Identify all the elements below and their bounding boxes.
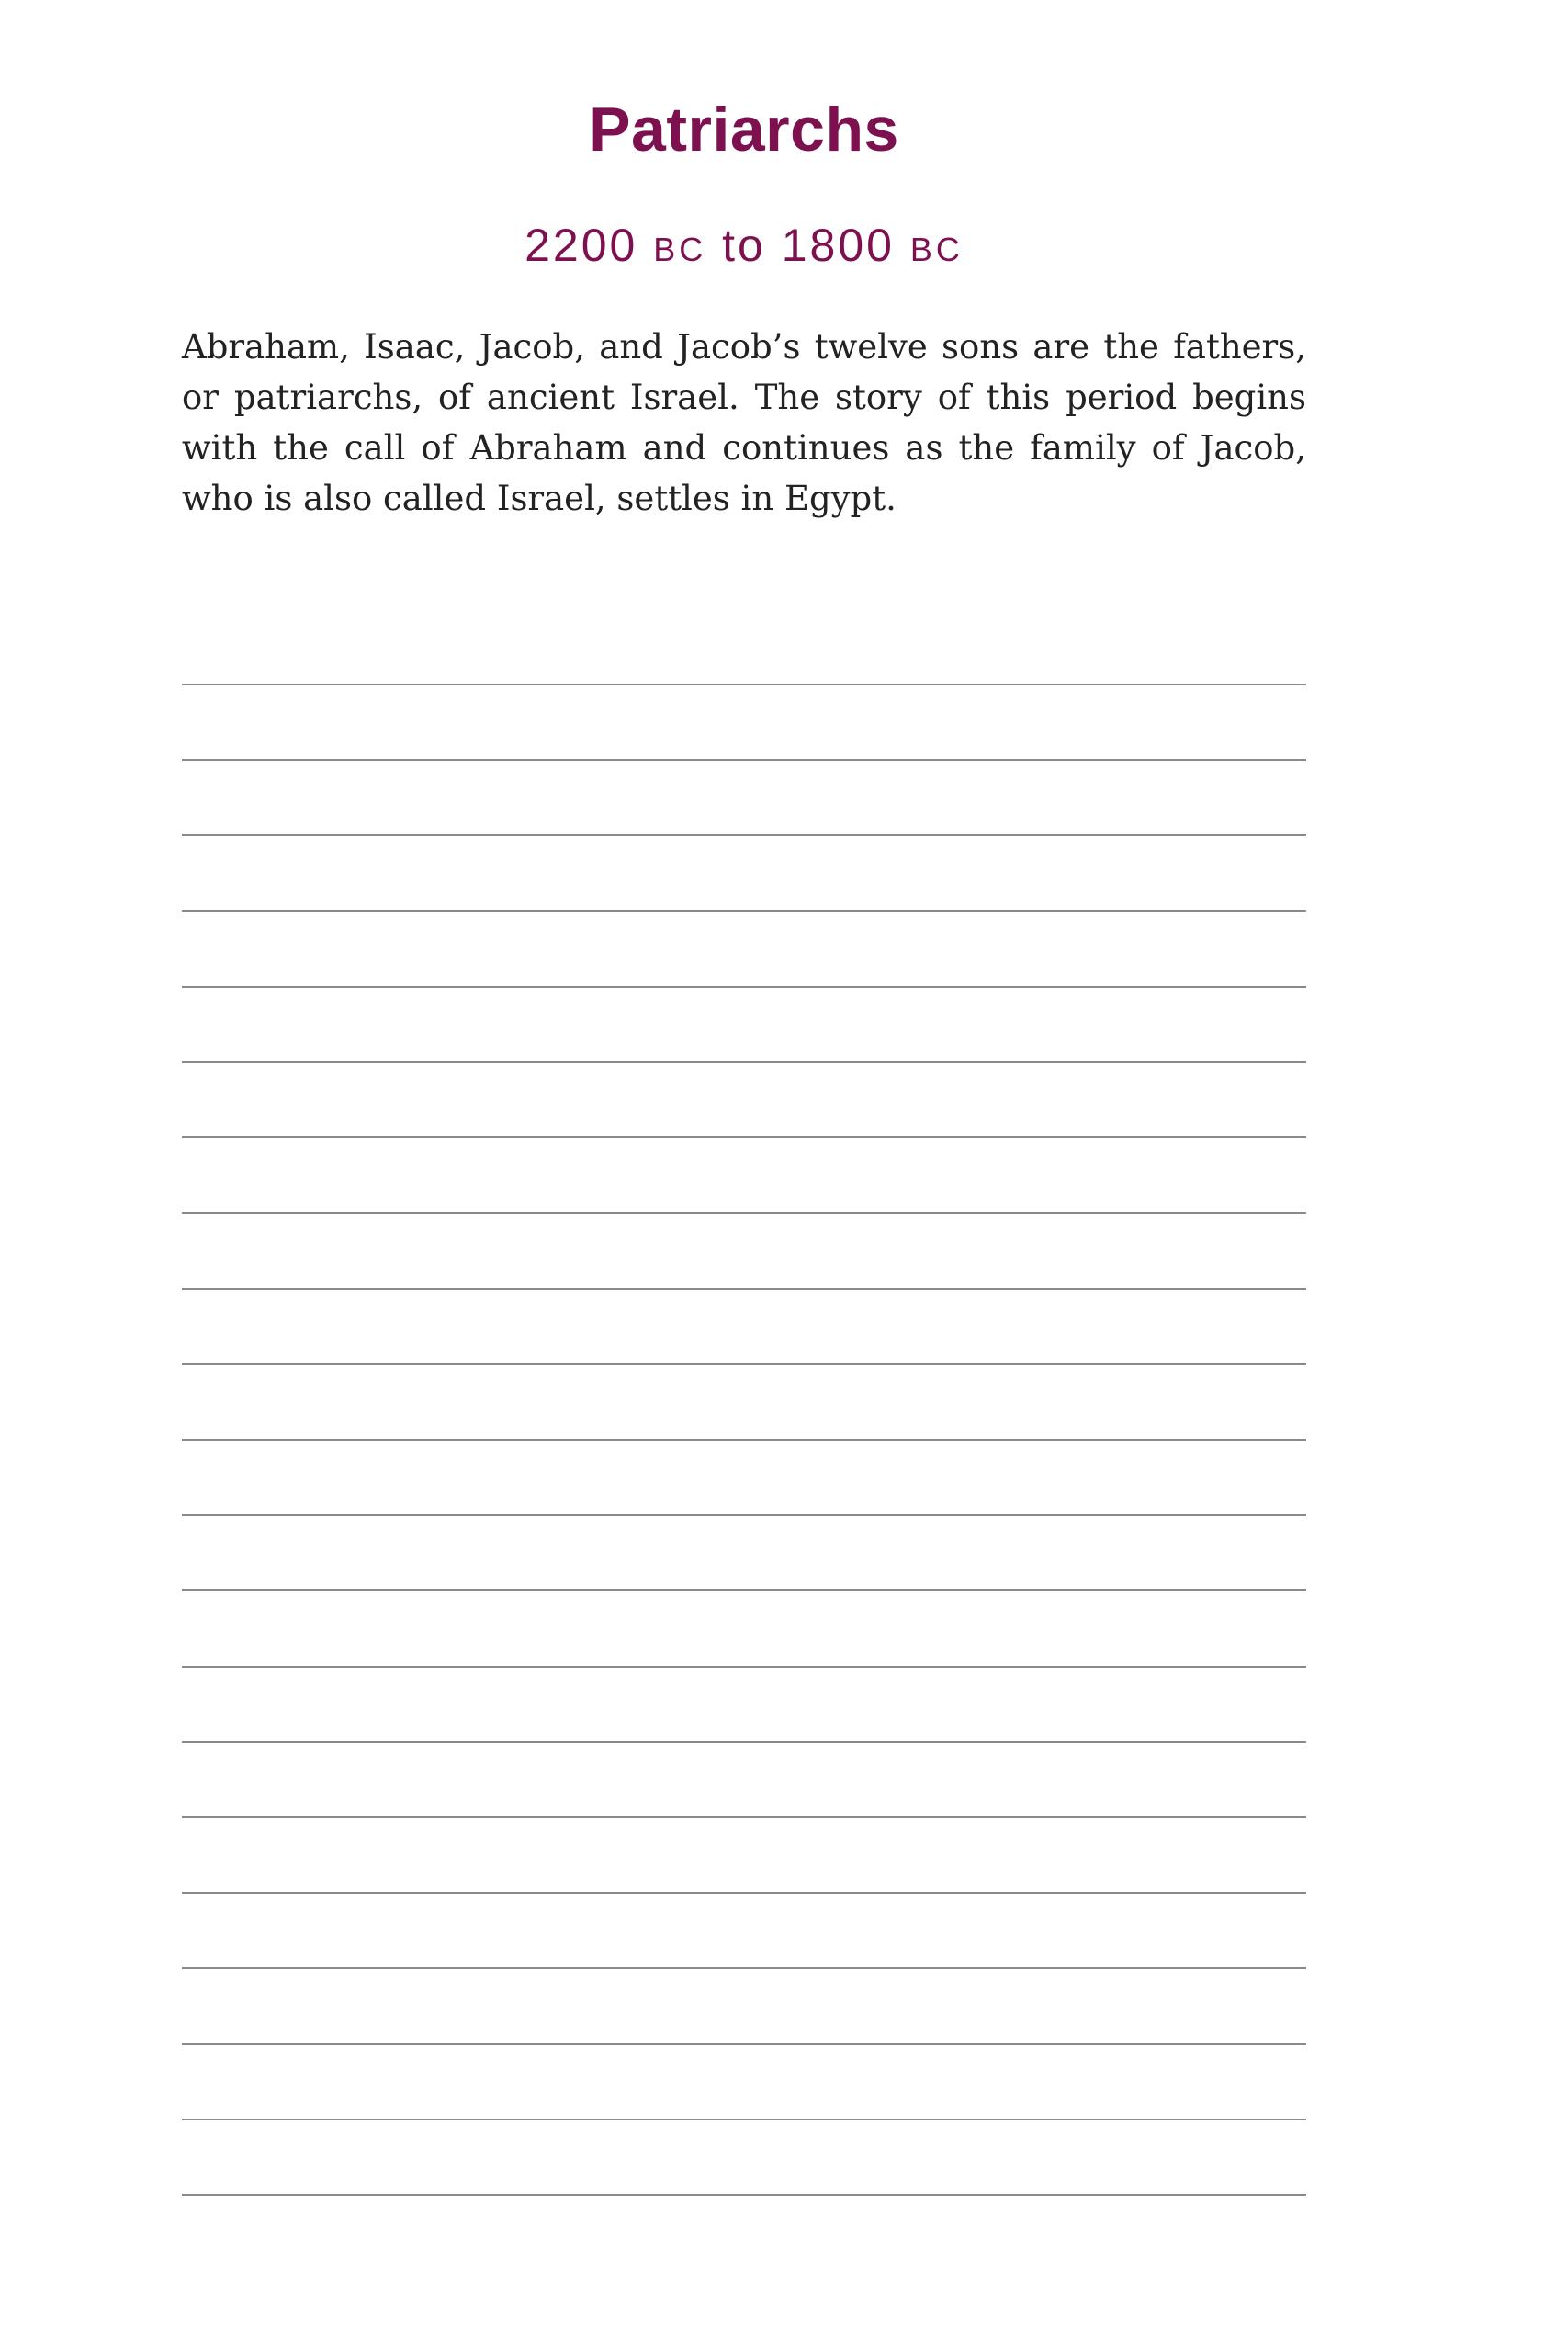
writing-lines[interactable] — [182, 0, 1306, 2352]
writing-line[interactable] — [182, 834, 1306, 836]
writing-line[interactable] — [182, 1816, 1306, 1818]
writing-line[interactable] — [182, 1061, 1306, 1063]
writing-line[interactable] — [182, 986, 1306, 988]
date-start: 2200 — [525, 220, 638, 271]
writing-line[interactable] — [182, 1514, 1306, 1516]
writing-line[interactable] — [182, 2194, 1306, 2196]
writing-line[interactable] — [182, 1589, 1306, 1591]
writing-line[interactable] — [182, 2119, 1306, 2120]
date-end-era: BC — [909, 231, 964, 268]
writing-line[interactable] — [182, 1136, 1306, 1138]
writing-line[interactable] — [182, 1439, 1306, 1441]
writing-line[interactable] — [182, 910, 1306, 912]
writing-line[interactable] — [182, 1288, 1306, 1290]
writing-line[interactable] — [182, 1363, 1306, 1365]
date-start-era: BC — [653, 231, 707, 268]
intro-paragraph: Abraham, Isaac, Jacob, and Jacob’s twelve sons are the fathers, or patriarchs, of ancient Israel. The story of this period begins with the call of Abraham and continues as the family of Jacob, who is also called Israel, settles in Egypt. — [182, 327, 1306, 518]
date-to: to — [722, 220, 766, 271]
writing-line[interactable] — [182, 1892, 1306, 1894]
writing-line[interactable] — [182, 1666, 1306, 1668]
writing-line[interactable] — [182, 759, 1306, 761]
writing-line[interactable] — [182, 1212, 1306, 1214]
writing-line[interactable] — [182, 684, 1306, 685]
writing-line[interactable] — [182, 1967, 1306, 1969]
page-title: Patriarchs — [589, 95, 899, 164]
date-end: 1800 — [781, 220, 895, 271]
writing-line[interactable] — [182, 2043, 1306, 2045]
writing-line[interactable] — [182, 1741, 1306, 1743]
